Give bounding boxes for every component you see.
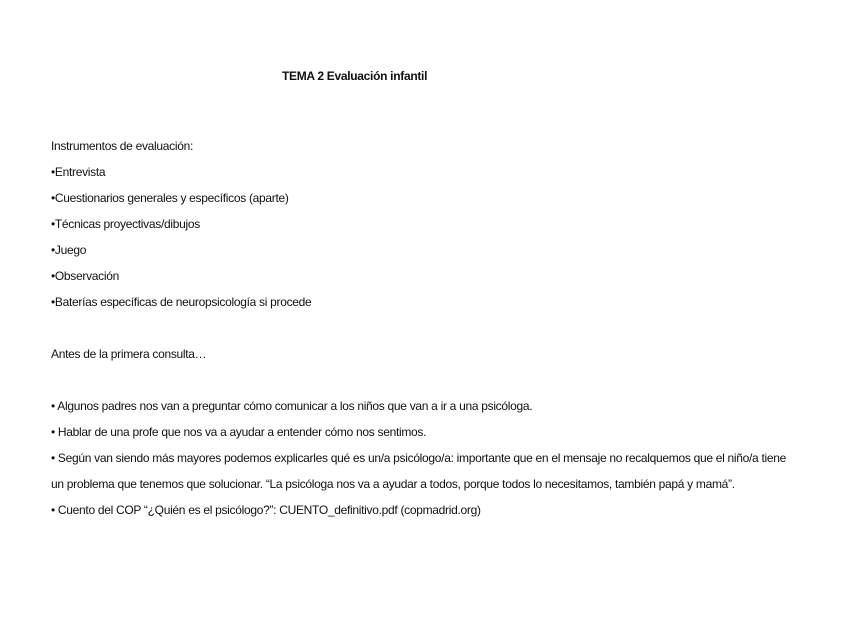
points-section (51, 393, 791, 523)
list-item: •Baterías específicas de neuropsicología si procede (51, 295, 312, 309)
bullet-point: • Cuento del COP “¿Quién es el psicólogo?”: CUENTO_definitivo.pdf (copmadrid.org) (51, 503, 481, 517)
bullet-point: • Algunos padres nos van a preguntar cómo comunicar a los niños que van a ir a una psicóloga. (51, 399, 533, 413)
list-item: •Observación (51, 269, 119, 283)
list-item: •Cuestionarios generales y específicos (aparte) (51, 191, 289, 205)
before-section (51, 341, 206, 367)
bullet-point: • Hablar de una profe que nos va a ayudar a entender cómo nos sentimos. (51, 425, 427, 439)
list-item: •Juego (51, 243, 87, 257)
before-heading: Antes de la primera consulta… (51, 347, 207, 361)
bullet-point: • Según van siendo más mayores podemos explicarles qué es un/a psicólogo/a: importante que en el mensaje no recalquemos que el niño/a tiene un problema que tenemos que solucionar. “La psicóloga nos va a ayudar a todos, porque todos lo necesitamos, también papá y mamá”. (51, 451, 786, 491)
instruments-section (51, 133, 311, 315)
page-title: TEMA 2 Evaluación infantil (282, 69, 428, 83)
list-item: •Entrevista (51, 165, 106, 179)
list-item: •Técnicas proyectivas/dibujos (51, 217, 200, 231)
instruments-heading: Instrumentos de evaluación: (51, 139, 193, 153)
